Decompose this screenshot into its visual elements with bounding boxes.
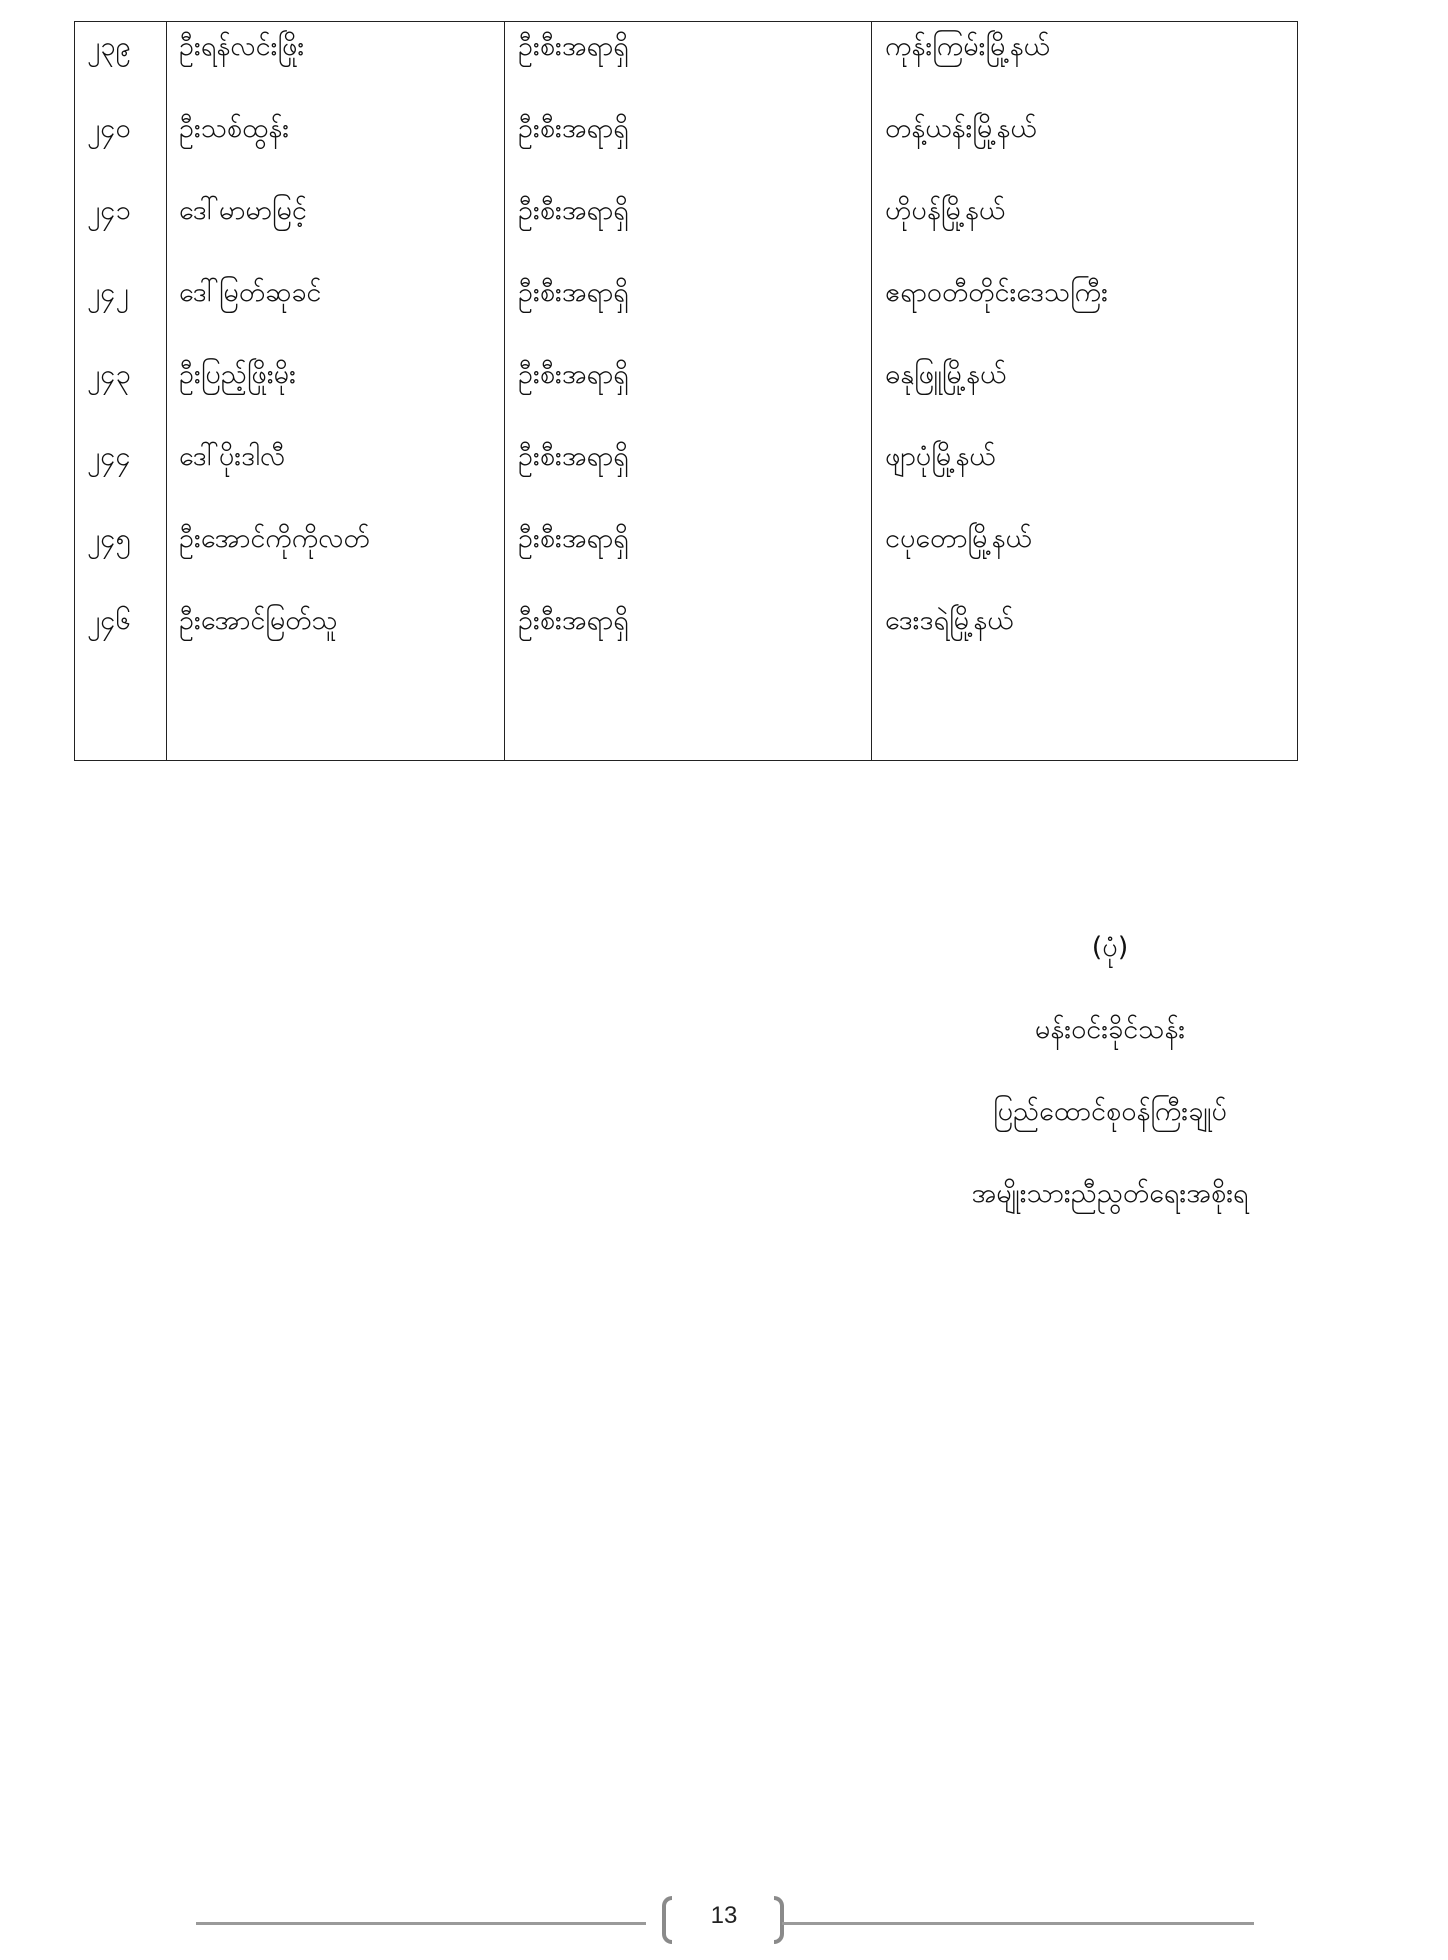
person-name: ဒေါ်ပိုးဒါလီ xyxy=(179,441,286,472)
person-name: ဒေါ်မာမာမြင့် xyxy=(179,195,307,226)
footer-rule-left xyxy=(196,1922,646,1925)
open-brace-icon xyxy=(662,1896,672,1944)
signature-block xyxy=(900,920,1320,1248)
table-row xyxy=(75,350,1297,400)
close-brace-icon xyxy=(774,1896,784,1944)
row-number: ၂၄၆ xyxy=(87,605,131,636)
table-row xyxy=(75,268,1297,318)
person-name: ဦးသစ်ထွန်း xyxy=(179,113,290,144)
township: ငပုတောမြို့နယ် xyxy=(885,523,1032,554)
table-row xyxy=(75,432,1297,482)
job-title: ဦးစီးအရာရှိ xyxy=(518,359,629,390)
person-name: ဦးရန်လင်းဖြိုး xyxy=(179,31,305,62)
township: ဖျာပုံမြို့နယ် xyxy=(885,441,996,472)
job-title: ဦးစီးအရာရှိ xyxy=(518,523,629,554)
row-number: ၂၄၀ xyxy=(87,113,131,144)
signer-position: ပြည်ထောင်စုဝန်ကြီးချုပ် xyxy=(993,1096,1227,1127)
page-number: 13 xyxy=(710,1902,738,1929)
township: တန့်ယန်းမြို့နယ် xyxy=(885,113,1037,144)
township: ကုန်းကြမ်းမြို့နယ် xyxy=(885,31,1050,62)
signed-mark: (ပုံ) xyxy=(1091,932,1129,963)
job-title: ဦးစီးအရာရှိ xyxy=(518,31,629,62)
table-row xyxy=(75,596,1297,646)
row-number: ၂၃၉ xyxy=(87,31,131,62)
township: ဒေးဒရဲမြို့နယ် xyxy=(885,605,1014,636)
person-name: ဦးအောင်မြတ်သူ xyxy=(179,605,338,636)
signer-body: အမျိုးသားညီညွတ်ရေးအစိုးရ xyxy=(971,1178,1249,1209)
footer-rule-right xyxy=(782,1922,1254,1925)
job-title: ဦးစီးအရာရှိ xyxy=(518,195,629,226)
row-number: ၂၄၃ xyxy=(87,359,131,390)
person-name: ဦးပြည့်ဖြိုးမိုး xyxy=(179,359,296,390)
table-row xyxy=(75,104,1297,154)
township: ဧရာဝတီတိုင်းဒေသကြီး xyxy=(885,277,1108,308)
person-name: ဒေါ်မြတ်ဆုခင် xyxy=(179,277,322,308)
row-number: ၂၄၅ xyxy=(87,523,131,554)
table-row xyxy=(75,186,1297,236)
person-name: ဦးအောင်ကိုကိုလတ် xyxy=(179,523,370,554)
table-row xyxy=(75,514,1297,564)
signer-name: မန်းဝင်းခိုင်သန်း xyxy=(1034,1014,1186,1045)
township: ဓနုဖြူမြို့နယ် xyxy=(885,359,1007,390)
job-title: ဦးစီးအရာရှိ xyxy=(518,277,629,308)
row-number: ၂၄၁ xyxy=(87,195,131,226)
job-title: ဦးစီးအရာရှိ xyxy=(518,605,629,636)
row-number: ၂၄၄ xyxy=(87,441,131,472)
township: ဟိုပန်မြို့နယ် xyxy=(885,195,1006,226)
page-footer xyxy=(0,1890,1448,1960)
job-title: ဦးစီးအရာရှိ xyxy=(518,441,629,472)
roster-table xyxy=(74,21,1298,761)
table-row xyxy=(75,22,1297,72)
row-number: ၂၄၂ xyxy=(87,277,129,308)
job-title: ဦးစီးအရာရှိ xyxy=(518,113,629,144)
